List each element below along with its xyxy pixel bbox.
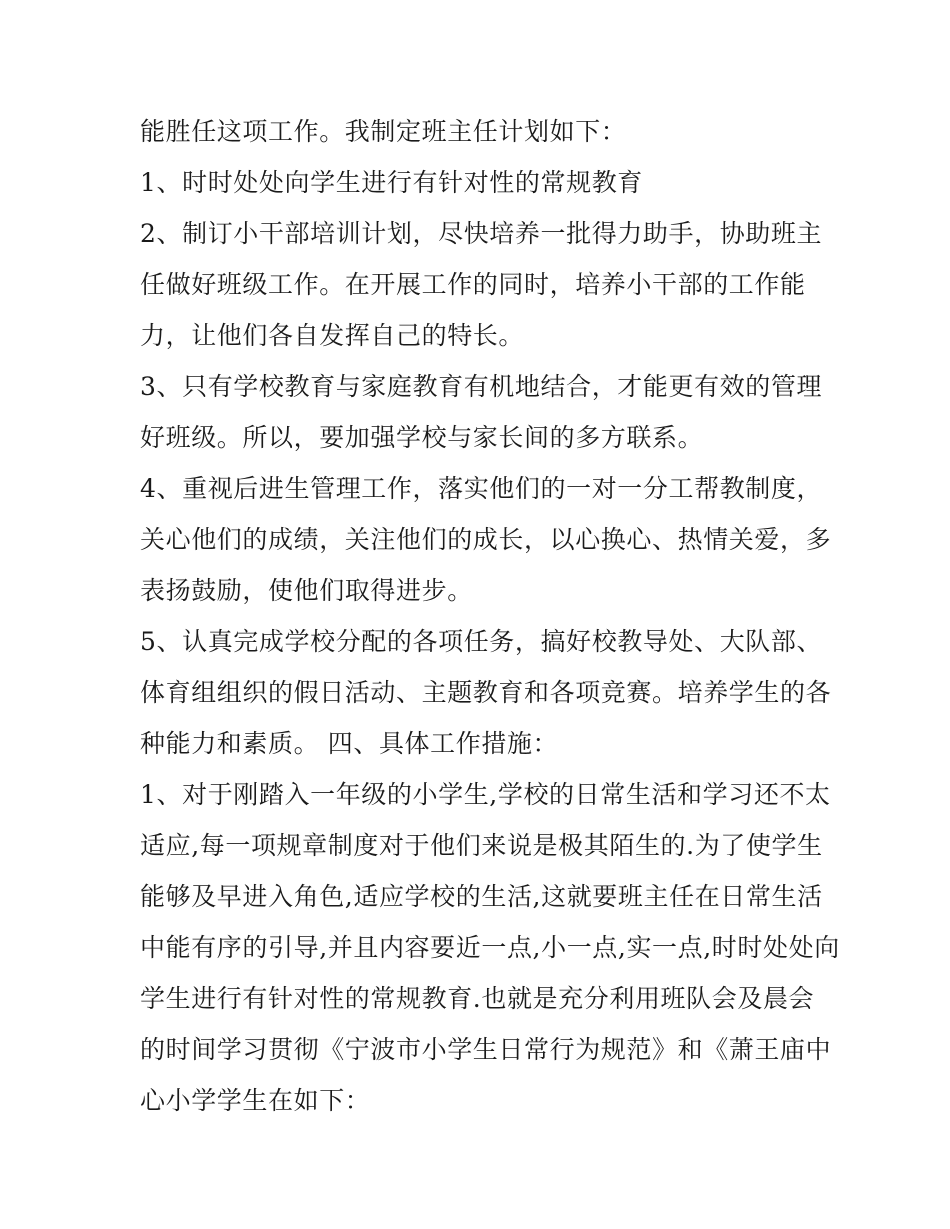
text-line: 3、只有学校教育与家庭教育有机地结合，才能更有效的管理 xyxy=(140,372,823,401)
document-body xyxy=(140,106,840,1126)
text-line: 1、对于刚踏入一年级的小学生,学校的日常生活和学习还不太 xyxy=(140,780,831,809)
text-line: 种能力和素质。 四、具体工作措施： xyxy=(140,729,559,758)
text-line: 2、制订小干部培训计划，尽快培养一批得力助手，协助班主 xyxy=(140,219,823,248)
text-line: 体育组组织的假日活动、主题教育和各项竞赛。培养学生的各 xyxy=(140,678,832,707)
text-line: 表扬鼓励，使他们取得进步。 xyxy=(140,576,473,605)
text-line: 好班级。所以，要加强学校与家长间的多方联系。 xyxy=(140,423,704,452)
text-line: 学生进行有针对性的常规教育.也就是充分利用班队会及晨会 xyxy=(140,984,815,1013)
text-line: 适应,每一项规章制度对于他们来说是极其陌生的.为了使学生 xyxy=(140,831,823,860)
text-line: 关心他们的成绩，关注他们的成长，以心换心、热情关爱，多 xyxy=(140,525,832,554)
text-line: 力，让他们各自发挥自己的特长。 xyxy=(140,321,525,350)
text-line: 心小学学生在如下： xyxy=(140,1086,371,1115)
text-line: 能够及早进入角色,适应学校的生活,这就要班主任在日常生活 xyxy=(140,882,823,911)
text-line: 能胜任这项工作。我制定班主任计划如下： xyxy=(140,117,627,146)
text-line: 的时间学习贯彻《宁波市小学生日常行为规范》和《萧王庙中 xyxy=(140,1035,832,1064)
text-line: 中能有序的引导,并且内容要近一点,小一点,实一点,时时处处向 xyxy=(140,933,840,962)
text-line: 任做好班级工作。在开展工作的同时，培养小干部的工作能 xyxy=(140,270,806,299)
text-line: 4、重视后进生管理工作，落实他们的一对一分工帮教制度， xyxy=(140,474,823,503)
text-line: 5、认真完成学校分配的各项任务，搞好校教导处、大队部、 xyxy=(140,627,823,656)
text-line: 1、时时处处向学生进行有针对性的常规教育 xyxy=(140,168,643,197)
